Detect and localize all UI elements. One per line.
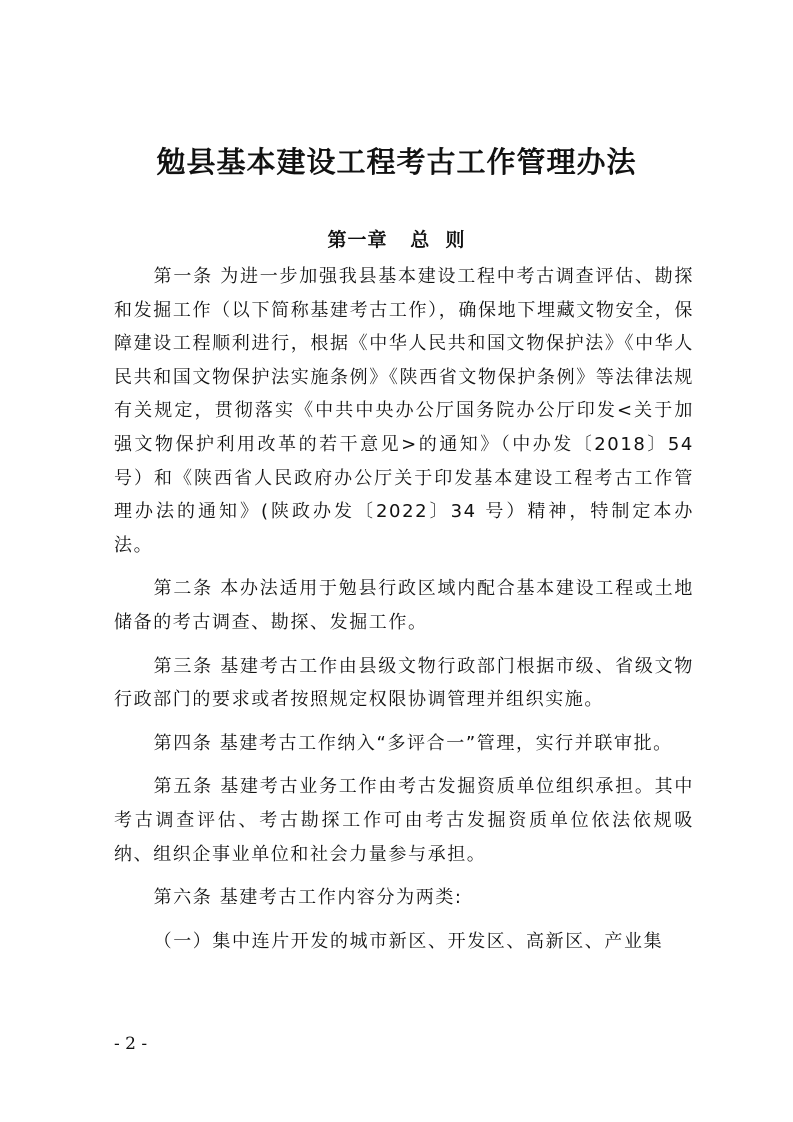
article-2: 第二条 本办法适用于勉县行政区域内配合基本建设工程或土地储备的考古调查、勘探、发掘工作。 [114, 578, 694, 633]
page-number: - 2 - [114, 1034, 148, 1054]
article-3: 第三条 基建考古工作由县级文物行政部门根据市级、省级文物行政部门的要求或者按照规定权限协调管理并组织实施。 [114, 655, 694, 711]
document-body [114, 260, 694, 958]
article-6-item-1: （一）集中连片开发的城市新区、开发区、高新区、产业集 [153, 930, 664, 952]
article-5: 第五条 基建考古业务工作由考古发掘资质单位组织承担。其中考古调查评估、考古勘探工作可由考古发掘资质单位依法依规吸纳、组织企事业单位和社会力量参与承担。 [114, 776, 694, 865]
article-6: 第六条 基建考古工作内容分为两类: [153, 887, 463, 909]
article-4: 第四条 基建考古工作纳入“多评合一”管理，实行并联审批。 [153, 732, 673, 754]
chapter-heading: 第一章 总 则 [327, 229, 466, 251]
article-1: 第一条 为进一步加强我县基本建设工程中考古调查评估、勘探和发掘工作（以下简称基建考古工作），确保地下埋藏文物安全，保障建设工程顺利进行，根据《中华人民共和国文物保护法》《中华人民共和国文物保护法实施条例》《陕西省文物保护条例》等法律法规有关规定，贯彻落实《中共中央办公厅国务院办公厅印发<关于加强文物保护利用改革的若干意见>的通知》（中办发〔2018〕54 号）和《陕西省人民政府办公厅关于印发基本建设工程考古工作管理办法的通知》(陕政办发〔2022〕34 号）精神，特制定本办法。 [114, 266, 694, 556]
document-title: 勉县基本建设工程考古工作管理办法 [156, 145, 637, 179]
